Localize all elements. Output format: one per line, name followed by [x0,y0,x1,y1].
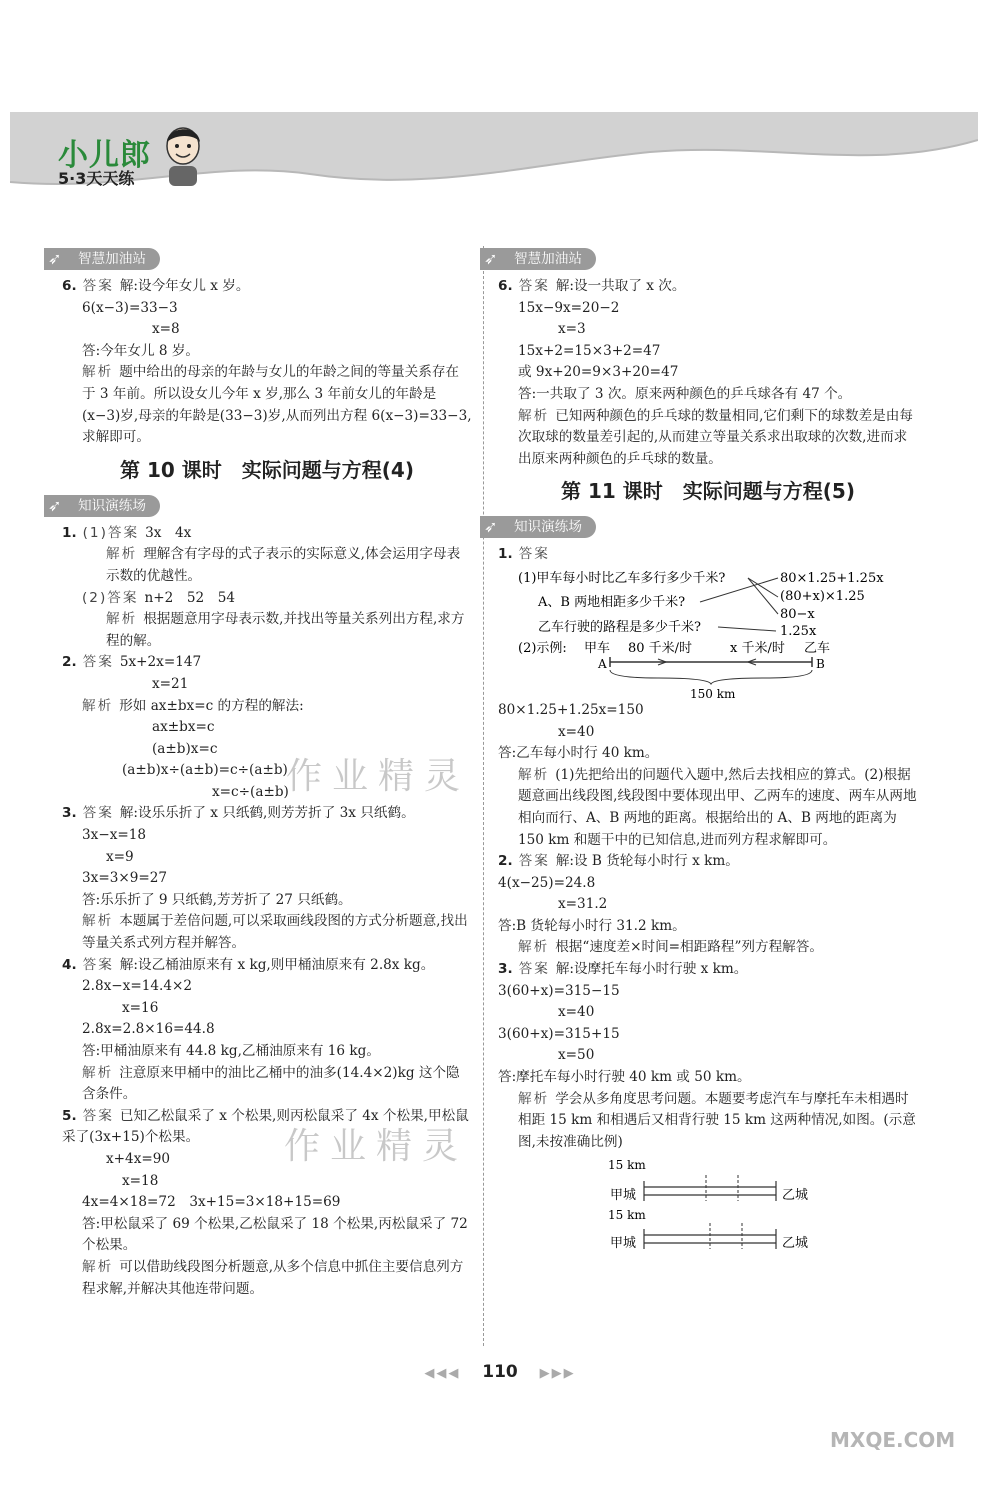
page-number: 110 [482,1362,518,1382]
column-divider [483,246,484,1346]
city-b-label-1: 乙城 [782,1188,809,1204]
section-badge-wisdom: ➶ 智慧加油站 [480,248,596,270]
prev-arrows-icon: ◀◀◀ [424,1366,461,1381]
match-answer-1: 80×1.25+1.25x [780,570,884,586]
car-a-label: 甲车 [584,640,611,656]
example-label: (2)示例: [518,640,567,656]
city-a-label-1: 甲城 [610,1188,637,1204]
gap-label-1: 15 km [608,1158,646,1173]
rocket-icon: ➶ [484,517,498,537]
gap-label-2: 15 km [608,1208,646,1223]
city-b-label-2: 乙城 [782,1236,809,1252]
match-answer-4: 1.25x [780,623,817,638]
segment-diagram [498,638,898,700]
question-number: 6. [62,278,77,294]
left-column: ➶ 智慧加油站 6. 答案 解:设今年女儿 x 岁。 6(x−3)=33−3 x=8 答:今年女儿 8 岁。 解析 题中给出的母亲的年龄与女儿的年龄之间的等量关系存在于 3 年前。所以设女儿今年 x 岁,那么 3 年前女儿的年龄是(x−3)岁,母亲的年龄是(33−3)岁,从而列出方程 6(x−3)=33−3,求解即可。 第 10 课时 实际问题与方程(4) ➶ 知识演练场 1. (1)答案 3x 4x 解析 理解含有字母的式子表示的实际意义,体会运用字母表示数的优越性。 (2)答案 n+2 52 54 解析 根据题意用字母表示数,并找出等量关系列出方程,求方程的解。 2. 答案 5x+2x=147 x=21 解析 形如 ax±bx=c 的方程的解法: ax±bx=c (a±b)x=c (a±b)x÷(a±b)=c÷(a±b) x=c÷(a±b) 3. 答案 解:设乐乐折了 x 只纸鹤,则芳芳折了 3x 只纸鹤。 3x−x=18 x=9 3x=3×9=27 答:乐乐折了 9 只纸鹤,芳芳折了 27 只纸鹤。 解析 本题属于差倍问题,可以采取画线段图的方式分析题意,找出等量关系式列方程并解答。 4. 答案 解:设乙桶油原来有 x kg,则甲桶油原来有 2.8x kg。 2.8x−x=14.4×2 x=16 2.8x=2.8×16=44.8 答:甲桶油原来有 44.8 kg,乙桶油原来有 16 kg。 解析 注意原来甲桶中的油比乙桶中的油多(14.4×2)kg 这个隐含条件。 5. 答案 已知乙松鼠采了 x 个松果,则丙松鼠采了 4x 个松果,甲松鼠采了(3x+15)个松果。 x+4x=90 x=18 4x=4×18=72 3x+15=3×18+15=69 答:甲松鼠采了 69 个松果,乙松鼠采了 18 个松果,丙松鼠采了 72 个松果。 解析 可以借助线段图分析题意,从多个信息中抓住主要信息列方程求解,并解决其他连带问题。 [62,246,472,1300]
match-question-3: 乙车行驶的路程是多少千米? [538,619,701,635]
corner-watermark: MXQE.COM [830,1428,956,1452]
section-badge-practice: ➶ 知识演练场 [480,516,596,538]
mascot-icon [160,122,206,188]
speed-b-label: x 千米/时 [730,640,785,656]
logo-title: 小儿郎 [58,138,151,173]
lesson-title: 第 10 课时 实际问题与方程(4) [120,457,414,482]
analysis-text: 解析 题中给出的母亲的年龄与女儿的年龄之间的等量关系存在于 3 年前。所以设女儿今年 x 岁,那么 3 年前女儿的年龄是(x−3)岁,母亲的年龄是(33−3)岁,从而列出方程 6(x−3)=33−3,求解即可。 [82,364,472,446]
speed-a-label: 80 千米/时 [628,640,693,656]
distance-label: 150 km [690,686,736,700]
page-number-bar [0,1362,1000,1382]
match-question-2: A、B 两地相距多少千米? [538,594,686,610]
point-a-label: A [598,656,607,671]
section-badge-practice: ➶ 知识演练场 [44,495,160,517]
car-b-label: 乙车 [804,640,831,656]
right-column: ➶ 智慧加油站 6. 答案 解:设一共取了 x 次。 15x−9x=20−2 x=3 15x+2=15×3+2=47 或 9x+20=9×3+20=47 答:一共取了 3 次。原来两种颜色的乒乓球各有 47 个。 解析 已知两种颜色的乒乓球的数量相同,它们剩下的球数差是由每次取球的数量差引起的,从而建立等量关系求出取球的次数,进而求出原来两种颜色的乒乓球的数量。 第 11 课时 实际问题与方程(5) ➶ 知识演练场 1. 答案 (1)甲车每小时比乙车多行多少千米? A、B 两地相距多少千米? 乙车行驶的路程是多少千米? 80×1.25+1.25x (80+x)×1.25 80−x 1.25x (2)示例: 甲车 80 千米/时 x 千米/时 乙车 A B 150 km 80×1.25+1.25x=150 x=40 答:乙车每小时行 40 km。 解析 (1)先把给出的问题代入题中,然后去找相应的算式。(2)根据题意画出线段图,线段图中要体现出甲、乙两车的速度、两车从两地相向而行、A、B 两地的距离。根据给出的 A、B 两地的距离为 150 km 和题干中的已知信息,进而列方程求解即可。 2. 答案 解:设 B 货轮每小时行 x km。 4(x−25)=24.8 x=31.2 答:B 货轮每小时行 31.2 km。 解析 根据“速度差×时间=相距路程”列方程解答。 3. 答案 解:设摩托车每小时行驶 x km。 3(60+x)=315−15 x=40 3(60+x)=315+15 x=50 答:摩托车每小时行驶 40 km 或 50 km。 解析 学会从多角度思考问题。本题要考虑汽车与摩托车未相遇时相距 15 km 和相遇后又相背行驶 15 km 这两种情况,如图。(示意图,未按准确比例) 15 km 甲城 乙城 15 km 甲城 乙城 [498,246,918,1253]
city-a-label-2: 甲城 [610,1236,637,1252]
watermark-1: 作业精灵 [286,756,471,797]
match-answer-3: 80−x [780,606,815,622]
lesson-title: 第 11 课时 实际问题与方程(5) [561,479,855,504]
section-badge-wisdom: ➶ 智慧加油站 [44,248,160,270]
answer-label: 答案 [82,278,114,294]
matching-diagram [498,566,898,638]
match-answer-2: (80+x)×1.25 [780,588,865,604]
rocket-icon: ➶ [484,249,498,268]
point-b-label: B [816,656,825,671]
city-diagram [498,1153,898,1253]
rocket-icon: ➶ [48,495,62,515]
watermark-2: 作业精灵 [284,1126,469,1167]
rocket-icon: ➶ [48,249,62,268]
logo-subtitle: 5·3天天练 [58,169,135,188]
next-arrows-icon: ▶▶▶ [539,1366,576,1381]
header-banner [10,112,978,192]
match-question-1: (1)甲车每小时比乙车多行多少千米? [518,570,726,586]
